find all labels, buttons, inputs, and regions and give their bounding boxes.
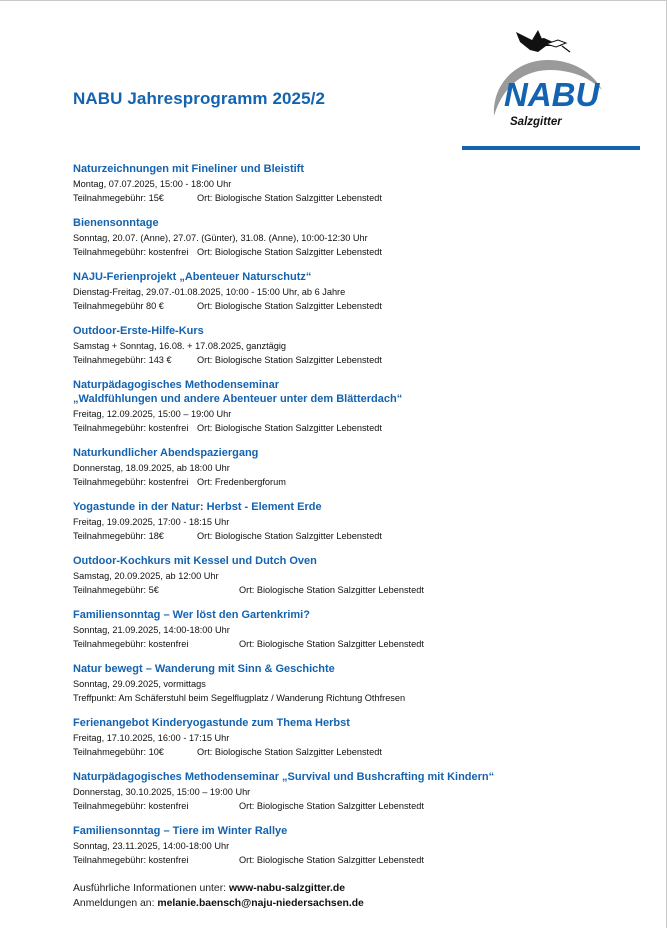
website-link[interactable]: www-nabu-salzgitter.de [228, 883, 345, 894]
event-item [73, 269, 643, 313]
footer [73, 881, 364, 911]
event-date: Dienstag-Freitag, 29.07.-01.08.2025, 10:00 - 15:00 Uhr, ab 6 Jahre [73, 287, 346, 297]
event-date: Sonntag, 20.07. (Anne), 27.07. (Günter), 31.08. (Anne), 10:00-12:30 Uhr [73, 233, 368, 243]
event-fee: Teilnahmegebühr: kostenfrei [73, 639, 189, 649]
event-title: Ferienangebot Kinderyogastunde zum Thema Herbst [73, 717, 350, 729]
event-item [73, 323, 643, 367]
event-fee: Teilnahmegebühr: 5€ [73, 585, 159, 595]
event-title: Natur bewegt – Wanderung mit Sinn & Geschichte [73, 663, 335, 675]
logo-wordmark: NABU [504, 76, 600, 113]
event-item [73, 769, 643, 813]
signup-label: Anmeldungen an: [73, 898, 155, 909]
event-title: Outdoor-Erste-Hilfe-Kurs [73, 325, 204, 337]
event-location: Ort: Biologische Station Salzgitter Lebenstedt [197, 747, 382, 757]
event-item [73, 715, 643, 759]
event-fee: Teilnahmegebühr: 18€ [73, 531, 164, 541]
event-title: Naturzeichnungen mit Fineliner und Bleistift [73, 163, 305, 175]
event-fee: Teilnahmegebühr: kostenfrei [73, 247, 189, 257]
nabu-logo [486, 24, 626, 134]
email-link[interactable]: melanie.baensch@naju-niedersachsen.de [157, 898, 364, 909]
event-date: Samstag, 20.09.2025, ab 12:00 Uhr [73, 571, 219, 581]
event-item [73, 215, 643, 259]
event-item [73, 661, 643, 705]
event-location: Ort: Biologische Station Salzgitter Lebenstedt [239, 585, 424, 595]
event-title: Naturpädagogisches Methodenseminar [73, 379, 279, 391]
event-title: Bienensonntage [73, 217, 159, 229]
event-location: Ort: Biologische Station Salzgitter Lebenstedt [239, 639, 424, 649]
event-item [73, 445, 643, 489]
event-date: Donnerstag, 30.10.2025, 15:00 – 19:00 Uhr [73, 787, 251, 797]
event-list [73, 161, 643, 877]
event-date: Sonntag, 29.09.2025, vormittags [73, 679, 206, 689]
event-fee: Teilnahmegebühr: 143 € [73, 355, 172, 365]
event-location: Ort: Biologische Station Salzgitter Lebenstedt [197, 355, 382, 365]
event-item [73, 161, 643, 205]
event-item [73, 607, 643, 651]
event-fee: Teilnahmegebühr: kostenfrei [73, 477, 189, 487]
event-date: Donnerstag, 18.09.2025, ab 18:00 Uhr [73, 463, 230, 473]
info-label: Ausführliche Informationen unter: [73, 883, 227, 894]
logo-divider [462, 146, 640, 150]
page-border-top [0, 0, 667, 1]
event-location: Ort: Fredenbergforum [197, 477, 286, 487]
event-item [73, 499, 643, 543]
event-meeting-point: Treffpunkt: Am Schäferstuhl beim Segelflugplatz / Wanderung Richtung Othfresen [73, 693, 406, 703]
event-fee: Teilnahmegebühr: 10€ [73, 747, 164, 757]
event-location: Ort: Biologische Station Salzgitter Lebenstedt [239, 855, 424, 865]
event-title: Familiensonntag – Wer löst den Gartenkrimi? [73, 609, 310, 621]
event-fee: Teilnahmegebühr: kostenfrei [73, 855, 189, 865]
event-item [73, 377, 643, 435]
event-location: Ort: Biologische Station Salzgitter Lebenstedt [197, 193, 382, 203]
event-date: Freitag, 12.09.2025, 15:00 – 19:00 Uhr [73, 409, 232, 419]
event-location: Ort: Biologische Station Salzgitter Lebenstedt [197, 531, 382, 541]
event-fee: Teilnahmegebühr: 15€ [73, 193, 164, 203]
event-date: Freitag, 19.09.2025, 17:00 - 18:15 Uhr [73, 517, 230, 527]
page-title: NABU Jahresprogramm 2025/2 [73, 89, 326, 108]
event-date: Freitag, 17.10.2025, 16:00 - 17:15 Uhr [73, 733, 230, 743]
event-title: Familiensonntag – Tiere im Winter Rallye [73, 825, 288, 837]
event-date: Sonntag, 23.11.2025, 14:00-18:00 Uhr [73, 841, 230, 851]
event-item [73, 823, 643, 867]
event-title: Naturpädagogisches Methodenseminar „Survival und Bushcrafting mit Kindern“ [73, 771, 495, 783]
event-item [73, 553, 643, 597]
event-date: Montag, 07.07.2025, 15:00 - 18:00 Uhr [73, 179, 232, 189]
logo-subtext: Salzgitter [510, 116, 562, 128]
event-subtitle: „Waldfühlungen und andere Abenteuer unter dem Blätterdach“ [73, 393, 403, 405]
event-date: Sonntag, 21.09.2025, 14:00-18:00 Uhr [73, 625, 230, 635]
event-location: Ort: Biologische Station Salzgitter Lebenstedt [239, 801, 424, 811]
event-title: Naturkundlicher Abendspaziergang [73, 447, 259, 459]
event-date: Samstag + Sonntag, 16.08. + 17.08.2025, ganztägig [73, 341, 287, 351]
event-fee: Teilnahmegebühr 80 € [73, 301, 164, 311]
event-title: Outdoor-Kochkurs mit Kessel und Dutch Oven [73, 555, 317, 567]
event-location: Ort: Biologische Station Salzgitter Lebenstedt [197, 301, 382, 311]
event-title: NAJU-Ferienprojekt „Abenteuer Naturschutz“ [73, 271, 312, 283]
event-fee: Teilnahmegebühr: kostenfrei [73, 801, 189, 811]
event-title: Yogastunde in der Natur: Herbst - Element Erde [73, 501, 322, 513]
event-location: Ort: Biologische Station Salzgitter Lebenstedt [197, 247, 382, 257]
event-location: Ort: Biologische Station Salzgitter Lebenstedt [197, 423, 382, 433]
event-fee: Teilnahmegebühr: kostenfrei [73, 423, 189, 433]
